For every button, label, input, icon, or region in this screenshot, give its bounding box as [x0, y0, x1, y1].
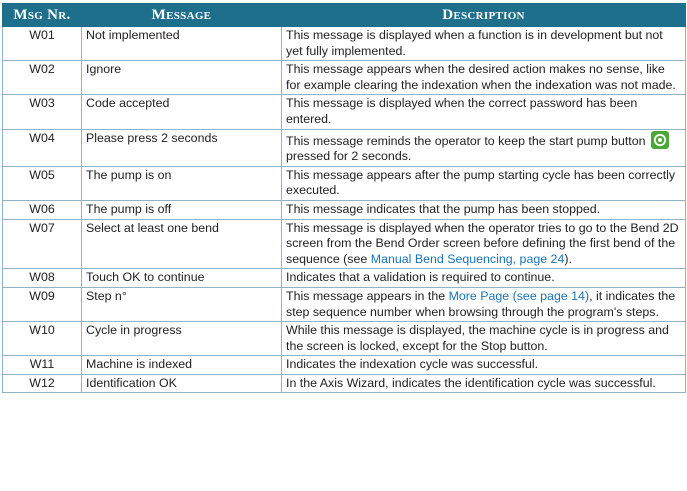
description-cell: Indicates that a validation is required to continue.: [282, 269, 686, 288]
msg-nr-cell: W06: [3, 200, 82, 219]
description-cell: This message is displayed when the correct password has been entered.: [282, 95, 686, 129]
table-row: [3, 166, 686, 200]
message-cell: Identification OK: [82, 374, 282, 393]
msg-nr-cell: W01: [3, 27, 82, 61]
column-header-description: Description: [282, 4, 686, 27]
message-cell: Touch OK to continue: [82, 269, 282, 288]
column-header-msg-nr: Msg Nr.: [3, 4, 82, 27]
description-cell: This message is displayed when a function is in development but not yet fully implemented.: [282, 27, 686, 61]
description-cell: This message appears when the desired action makes no sense, like for example clearing the indexation when the indexation was not made.: [282, 61, 686, 95]
warning-messages-table: [2, 3, 686, 393]
start-pump-icon: [651, 131, 669, 149]
table-row: [3, 95, 686, 129]
table-row: [3, 129, 686, 166]
description-cell: [282, 219, 686, 269]
more-page-link[interactable]: More Page (see page 14): [448, 288, 590, 303]
msg-nr-cell: W11: [3, 356, 82, 375]
table-row: [3, 27, 686, 61]
msg-nr-cell: W05: [3, 166, 82, 200]
message-cell: Not implemented: [82, 27, 282, 61]
description-cell: In the Axis Wizard, indicates the identification cycle was successful.: [282, 374, 686, 393]
description-text: ).: [564, 251, 572, 266]
description-text: This message appears in the: [286, 288, 446, 303]
message-cell: Please press 2 seconds: [82, 129, 282, 166]
table-row: [3, 61, 686, 95]
msg-nr-cell: W03: [3, 95, 82, 129]
msg-nr-cell: W12: [3, 374, 82, 393]
table-row: [3, 287, 686, 321]
table-row: [3, 200, 686, 219]
table-row: [3, 374, 686, 393]
description-text: This message reminds the operator to keep the start pump button: [286, 133, 646, 148]
table-row: [3, 219, 686, 269]
description-cell: [282, 287, 686, 321]
msg-nr-cell: W10: [3, 322, 82, 356]
table-header-row: [3, 4, 686, 27]
manual-bend-sequencing-link[interactable]: Manual Bend Sequencing, page 24: [370, 251, 565, 266]
msg-nr-cell: W07: [3, 219, 82, 269]
message-cell: The pump is off: [82, 200, 282, 219]
msg-nr-cell: W09: [3, 287, 82, 321]
description-cell: [282, 129, 686, 166]
msg-nr-cell: W08: [3, 269, 82, 288]
description-cell: This message indicates that the pump has been stopped.: [282, 200, 686, 219]
msg-nr-cell: W02: [3, 61, 82, 95]
description-cell: This message appears after the pump starting cycle has been correctly executed.: [282, 166, 686, 200]
message-cell: The pump is on: [82, 166, 282, 200]
table-row: [3, 269, 686, 288]
description-text: pressed for 2 seconds.: [286, 149, 412, 164]
message-cell: Step n°: [82, 287, 282, 321]
description-cell: Indicates the indexation cycle was successful.: [282, 356, 686, 375]
message-cell: Code accepted: [82, 95, 282, 129]
table-row: [3, 322, 686, 356]
description-text: , it indicates the step sequence number when browsing through the program's steps.: [286, 288, 676, 319]
message-cell: Machine is indexed: [82, 356, 282, 375]
message-cell: Cycle in progress: [82, 322, 282, 356]
table-row: [3, 356, 686, 375]
description-text: This message is displayed when the operator tries to go to the Bend 2D screen from the Bend Order screen before defining the first bend of the sequence (see: [286, 220, 679, 266]
column-header-message: Message: [82, 4, 282, 27]
msg-nr-cell: W04: [3, 129, 82, 166]
message-cell: Select at least one bend: [82, 219, 282, 269]
message-cell: Ignore: [82, 61, 282, 95]
description-cell: While this message is displayed, the machine cycle is in progress and the screen is locked, except for the Stop button.: [282, 322, 686, 356]
